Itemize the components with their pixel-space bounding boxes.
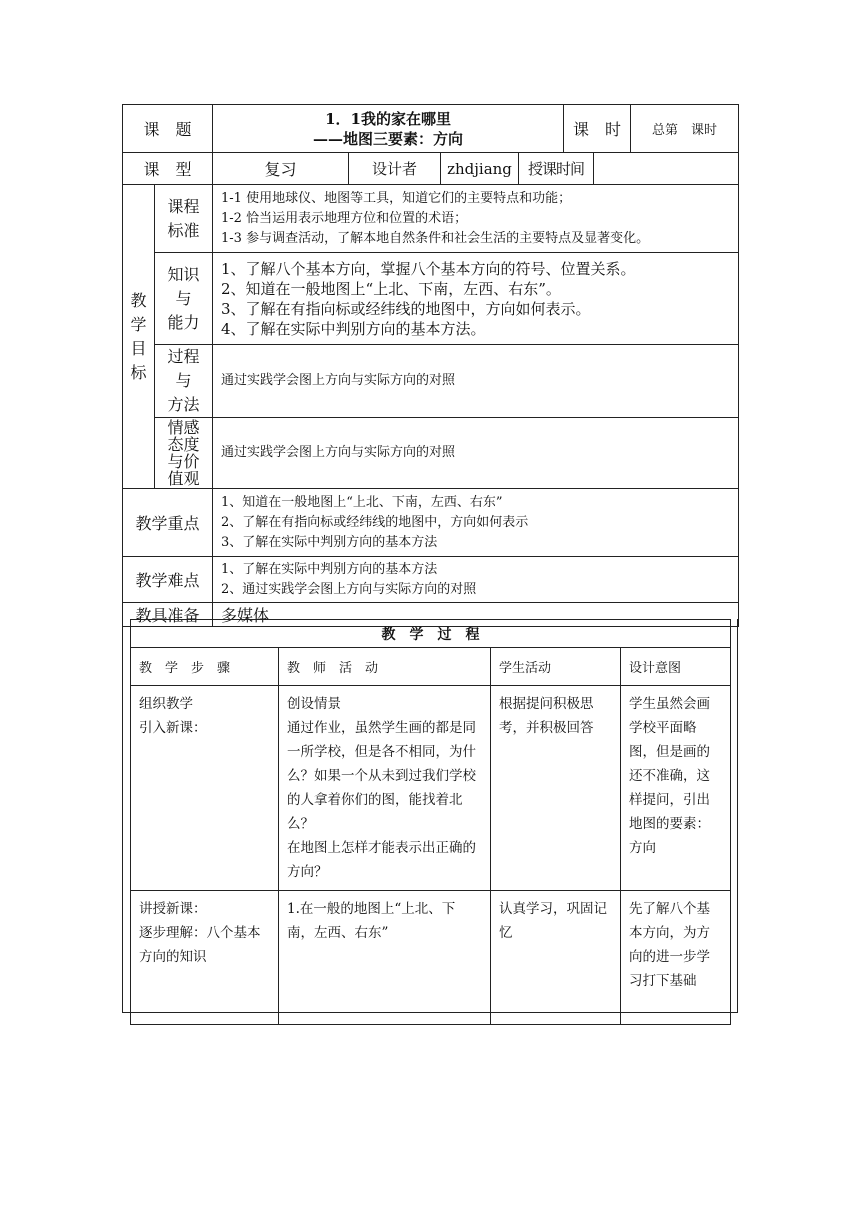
type-label: 课 型: [123, 153, 213, 185]
knowledge-row: [123, 253, 739, 345]
row1-student: 根据提问积极思考，并积极回答: [491, 686, 621, 891]
teaching-process-table: [130, 619, 731, 1025]
table-row: [131, 891, 731, 1025]
process-header-row: [131, 648, 731, 686]
knowledge-content: 1、了解八个基本方向，掌握八个基本方向的符号、位置关系。 2、知道在一般地图上“上北、下南，左西、右东”。 3、了解在有指向标或经纬线的地图中，方向如何表示。 4、了解在实际中判别方向的基本方法。: [213, 253, 739, 345]
standard-content: 1-1 使用地球仪、地图等工具，知道它们的主要特点和功能； 1-2 恰当运用表示地理方位和位置的术语； 1-3 参与调查活动，了解本地自然条件和社会生活的主要特点及显著变化。: [213, 185, 739, 253]
row2-intent: 先了解八个基本方向，为方向的进一步学习打下基础: [621, 891, 731, 1025]
column-header-steps: 教 学 步 骤: [131, 648, 279, 686]
key-points-content: 1、知道在一般地图上“上北、下南，左西、右东” 2、了解在有指向标或经纬线的地图中，方向如何表示 3、了解在实际中判别方向的基本方法: [213, 489, 739, 557]
lesson-info-table: [122, 104, 739, 627]
column-header-teacher: 教 师 活 动: [279, 648, 491, 686]
emotion-content: 通过实践学会图上方向与实际方向的对照: [213, 418, 739, 489]
tools-value: 多媒体: [213, 603, 739, 627]
key-points-label: 教学重点: [123, 489, 213, 557]
row2-student: 认真学习，巩固记忆: [491, 891, 621, 1025]
time-value: [594, 153, 739, 185]
frame-left-edge: [122, 619, 123, 1013]
period-value: 总第 课时: [631, 105, 739, 153]
frame-right-edge: [737, 619, 738, 1013]
process-goal-content: 通过实践学会图上方向与实际方向的对照: [213, 345, 739, 418]
row2-teacher: 1.在一般的地图上“上北、下南，左西、右东”: [279, 891, 491, 1025]
process-title: 教 学 过 程: [131, 620, 731, 648]
lesson-title-line2: ——地图三要素：方向: [313, 129, 464, 148]
tools-label: 教具准备: [123, 603, 213, 627]
row1-teacher: 创设情景 通过作业，虽然学生画的都是同一所学校，但是各不相同，为什么？如果一个从未到过我们学校的人拿着你们的图，能找着北么？ 在地图上怎样才能表示出正确的方向？: [279, 686, 491, 891]
emotion-row: [123, 418, 739, 489]
column-header-intent: 设计意图: [621, 648, 731, 686]
designer-label: 设计者: [349, 153, 441, 185]
table-row: [131, 686, 731, 891]
lesson-title-line1: 1．1我的家在哪里: [325, 109, 451, 128]
column-header-student: 学生活动: [491, 648, 621, 686]
type-row: [123, 153, 739, 185]
title-row: [123, 105, 739, 153]
emotion-label: 情感 态度 与价 值观: [155, 418, 213, 489]
goals-section-label: 教 学 目 标: [123, 185, 155, 489]
lesson-title: [213, 105, 564, 153]
row1-step: 组织教学 引入新课：: [131, 686, 279, 891]
row2-step: 讲授新课： 逐步理解：八个基本方向的知识: [131, 891, 279, 1025]
topic-label: 课 题: [123, 105, 213, 153]
process-goal-row: [123, 345, 739, 418]
time-label: 授课时间: [519, 153, 594, 185]
difficult-points-label: 教学难点: [123, 557, 213, 603]
process-title-row: [131, 620, 731, 648]
key-points-row: [123, 489, 739, 557]
row1-intent: 学生虽然会画学校平面略图，但是画的还不准确，这样提问，引出地图的要素：方向: [621, 686, 731, 891]
designer-value: zhdjiang: [441, 153, 519, 185]
standard-row: [123, 185, 739, 253]
type-value: 复习: [213, 153, 349, 185]
standard-label: 课程 标准: [155, 185, 213, 253]
difficult-points-content: 1、了解在实际中判别方向的基本方法 2、通过实践学会图上方向与实际方向的对照: [213, 557, 739, 603]
process-goal-label: 过程 与 方法: [155, 345, 213, 418]
difficult-points-row: [123, 557, 739, 603]
knowledge-label: 知识 与 能力: [155, 253, 213, 345]
period-label: 课 时: [564, 105, 631, 153]
